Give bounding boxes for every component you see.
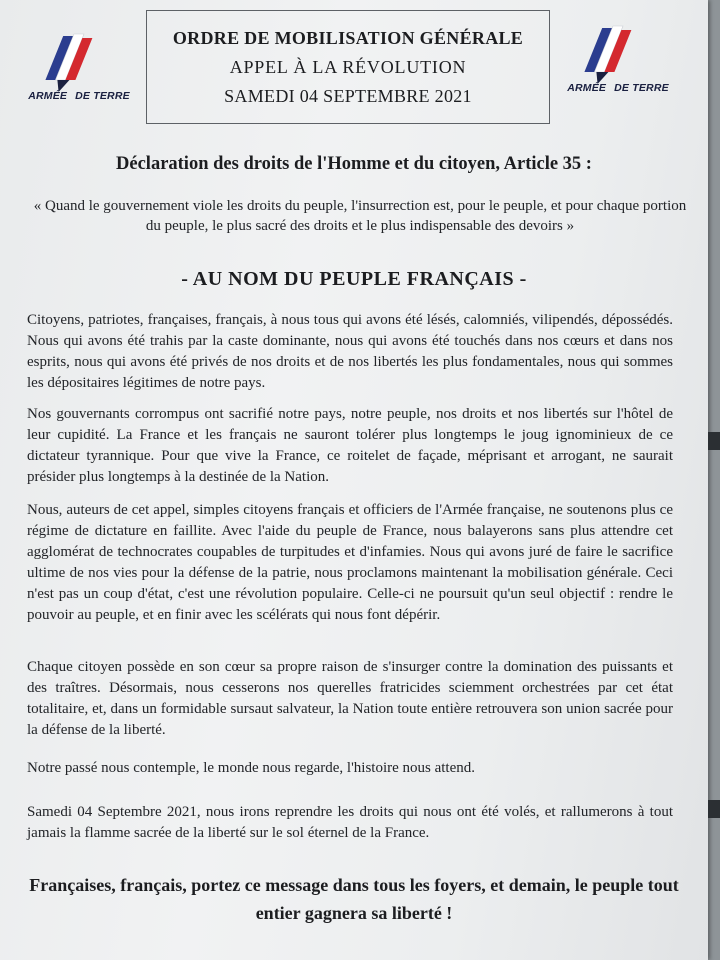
armee-de-terre-logo-right — [553, 20, 683, 100]
logo-word-armee: ARMÉE — [28, 90, 68, 102]
paragraph-4: Chaque citoyen possède en son cœur sa propre raison de s'insurger contre la domination des puissants et des traîtres. Désormais, nous cesserons nos querelles fratricides sciemment orchestrées par cet état totalitaire, et, dans un formidable sursaut salvateur, la Nation toute entière retrouvera son union sacrée pour la défense de la liberté. — [27, 659, 673, 738]
background-edge-mark — [708, 432, 720, 450]
tricolor-emblem-icon — [553, 20, 683, 84]
armee-de-terre-logo-left — [14, 28, 144, 108]
title-box — [146, 10, 550, 124]
title-date: SAMEDI 04 SEPTEMBRE 2021 — [224, 86, 472, 106]
paragraph-5: Notre passé nous contemple, le monde nous regarde, l'histoire nous attend. — [27, 760, 476, 776]
title-appel: APPEL À LA RÉVOLUTION — [229, 57, 467, 77]
declaration-title: Déclaration des droits de l'Homme et du citoyen, Article 35 : — [116, 154, 592, 174]
closing-call: Françaises, français, portez ce message dans tous les foyers, et demain, le peuple tout entier gagnera sa liberté ! — [29, 875, 679, 923]
background-edge-mark — [708, 800, 720, 818]
logo-word-armee: ARMÉE — [567, 82, 607, 94]
article-35-quote: « Quand le gouvernement viole les droits du peuple, l'insurrection est, pour le peuple, et pour chaque portion du peuple, le plus sacré des droits et le plus indispensable des devoirs » — [33, 198, 687, 234]
au-nom-heading: - AU NOM DU PEUPLE FRANÇAIS - — [181, 268, 527, 290]
tricolor-emblem-icon — [14, 28, 144, 92]
logo-word-de-terre: DE TERRE — [614, 82, 669, 94]
paragraph-3: Nous, auteurs de cet appel, simples citoyens français et officiers de l'Armée française, ne soutenons plus ce régime de dictature en faillite. Avec l'aide du peuple de France, nous balayerons sans plus attendre cet agglomérat de technocrates coupables de turpitudes et d'infamies. Nous qui avons juré de faire le sacrifice ultime de nos vies pour la défense de la patrie, nous proclamons maintenant la mobilisation générale. Ceci n'est pas un coup d'état, c'est une révolution populaire. Celle-ci ne poursuit qu'un seul objectif : rendre le pouvoir au peuple, et en finir avec les scélérats qui nous font dépérir. — [27, 502, 673, 623]
title-mobilisation: ORDRE DE MOBILISATION GÉNÉRALE — [172, 28, 524, 48]
logo-word-de-terre: DE TERRE — [75, 90, 130, 102]
paragraph-1: Citoyens, patriotes, françaises, français, à nous tous qui avons été lésés, calomniés, vilipendés, dépossédés. Nous qui avons été trahis par la caste dominante, nous qui avons été touchés dans nos cœurs et dans nos esprits, nous qui avons été privés de nos droits et de nos libertés les plus fondamentales, nous qui sommes les dépositaires légitimes de notre pays. — [27, 312, 673, 391]
logo-wordmark — [14, 90, 144, 102]
logo-wordmark — [553, 82, 683, 94]
paragraph-2: Nos gouvernants corrompus ont sacrifié notre pays, notre peuple, nos droits et nos libertés sur l'hôtel de leur cupidité. La France et les français ne sauront tolérer plus longtemps le joug ignominieux de ce dictateur tyrannique. Pour que vive la France, ce roitelet de façade, méprisant et arrogant, ne saurait présider plus longtemps à la destinée de la Nation. — [27, 406, 673, 485]
paragraph-6: Samedi 04 Septembre 2021, nous irons reprendre les droits qui nous ont été volés, et rallumerons à tout jamais la flamme sacrée de la liberté sur le sol éternel de la France. — [27, 804, 673, 841]
